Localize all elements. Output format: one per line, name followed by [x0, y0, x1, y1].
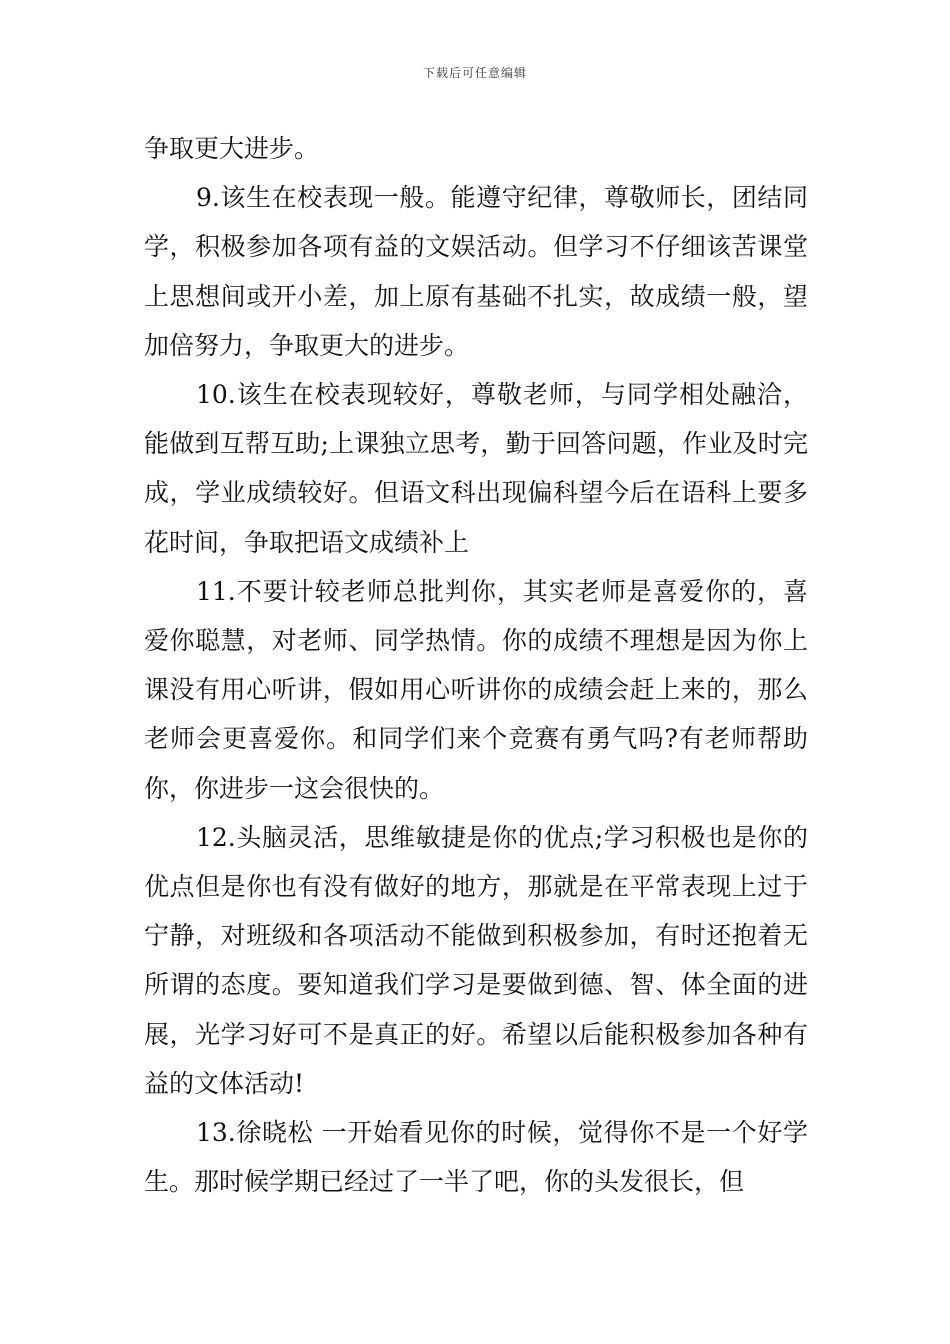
document-body: [144, 124, 808, 1206]
paragraph-continuation: 争取更大进步。: [144, 134, 320, 163]
paragraph-comment-12: 12.头脑灵活，思维敏捷是你的优点;学习积极也是你的优点但是你也有没有做好的地方，那就是在平常表现上过于宁静，对班级和各项活动不能做到积极参加，有时还抱着无所谓的态度。要知道我们学习是要做到德、智、体全面的进展，光学习好可不是真正的好。希望以后能积极参加各种有益的文体活动!: [144, 822, 808, 1098]
paragraph-comment-13: 13.徐晓松 一开始看见你的时候，觉得你不是一个好学生。那时候学期已经过了一半了吧，你的头发很长，但: [144, 1118, 808, 1197]
page-header: 下载后可任意编辑: [422, 66, 527, 80]
paragraph-comment-10: 10.该生在校表现较好，尊敬老师，与同学相处融洽，能做到互帮互助;上课独立思考，勤于回答问题，作业及时完成，学业成绩较好。但语文科出现偏科望今后在语科上要多花时间，争取把语文成绩补上: [144, 380, 808, 557]
paragraph-comment-11: 11.不要计较老师总批判你，其实老师是喜爱你的，喜爱你聪慧，对老师、同学热情。你的成绩不理想是因为你上课没有用心听讲，假如用心听讲你的成绩会赶上来的，那么老师会更喜爱你。和同学们来个竞赛有勇气吗?有老师帮助你，你进步一这会很快的。: [144, 576, 808, 803]
paragraph-comment-9: 9.该生在校表现一般。能遵守纪律，尊敬师长，团结同学，积极参加各项有益的文娱活动。但学习不仔细该苦课堂上思想间或开小差，加上原有基础不扎实，故成绩一般，望加倍努力，争取更大的进步。: [144, 183, 808, 360]
